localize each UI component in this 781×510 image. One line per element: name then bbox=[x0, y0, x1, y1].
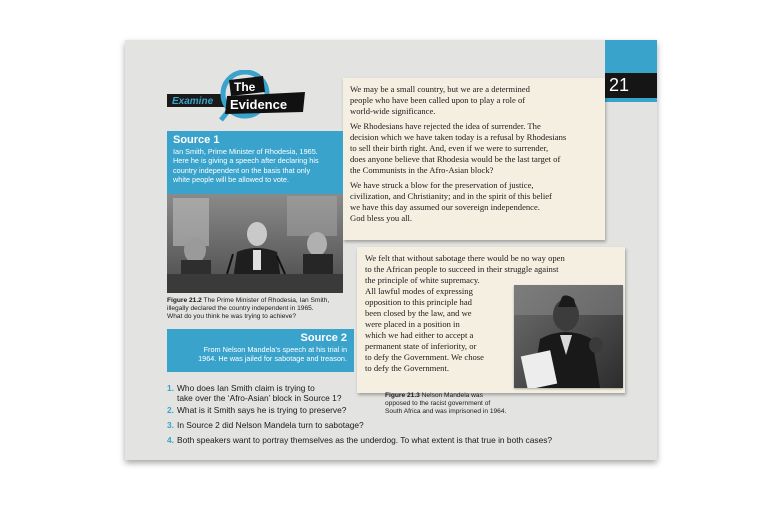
question-2 bbox=[167, 405, 346, 415]
figure-21-2-caption bbox=[167, 297, 349, 322]
question-4 bbox=[167, 435, 552, 445]
the-label: The bbox=[234, 80, 256, 94]
textbook-page bbox=[125, 40, 657, 460]
source-1-description bbox=[173, 147, 337, 184]
source-1-line: Ian Smith, Prime Minister of Rhodesia, 1965. bbox=[173, 147, 318, 156]
quote1-p2-line: does anyone believe that Rhodesia would be the last target of bbox=[350, 154, 561, 164]
quote2-line: permanent state of inferiority, or bbox=[365, 341, 477, 351]
quote2-line: to defy the Government. We chose bbox=[365, 352, 484, 362]
figure-21-3-line: Nelson Mandela was bbox=[421, 392, 483, 399]
question-1-text: Who does Ian Smith claim is trying to bbox=[177, 383, 315, 393]
quote2-line: to the African people to succeed in their struggle against bbox=[365, 264, 559, 274]
question-2-number: 2. bbox=[167, 405, 174, 415]
nelson-mandela-photo bbox=[514, 285, 623, 388]
question-3-text: In Source 2 did Nelson Mandela turn to sabotage? bbox=[177, 420, 364, 430]
source-2-description bbox=[174, 345, 347, 364]
figure-21-3-caption bbox=[385, 392, 535, 417]
question-3-number: 3. bbox=[167, 420, 174, 430]
quote1-p3-line: we have this day assumed our sovereign independence. bbox=[350, 202, 540, 212]
quote2-line: were placed in a position in bbox=[365, 319, 460, 329]
question-3 bbox=[167, 420, 364, 430]
quote1-p2-line: We Rhodesians have rejected the idea of surrender. The bbox=[350, 121, 541, 131]
source-2-line: 1964. He was jailed for sabotage and treason. bbox=[198, 354, 347, 364]
quote2-line: opposition to this principle had bbox=[365, 297, 472, 307]
figure-21-3-line: South Africa and was imprisoned in 1964. bbox=[385, 408, 507, 416]
quote1-p1-line: people who have been called upon to play a role of bbox=[350, 95, 526, 105]
smith-speech-quote bbox=[343, 78, 605, 240]
quote1-paragraph-1 bbox=[350, 84, 598, 117]
quote1-p2-line: to sell their birth right. And, even if we were to surrender, bbox=[350, 143, 549, 153]
quote2-line: All lawful modes of expressing bbox=[365, 286, 473, 296]
quote2-line: been closed by the law, and we bbox=[365, 308, 472, 318]
question-2-text: What is it Smith says he is trying to preserve? bbox=[177, 405, 347, 415]
source-1-line: country independent on the basis that only bbox=[173, 165, 311, 175]
quote1-p2-line: the Communists in the Afro-Asian block? bbox=[350, 165, 494, 175]
corner-accent-strip bbox=[605, 98, 657, 102]
question-1 bbox=[167, 383, 341, 404]
question-4-number: 4. bbox=[167, 435, 174, 445]
source-1-line: Here he is giving a speech after declaring his bbox=[173, 156, 319, 166]
quote1-paragraph-3 bbox=[350, 180, 598, 224]
ian-smith-press-photo bbox=[167, 194, 343, 293]
quote1-p2-line: decision which we have taken today is a refusal by Rhodesians bbox=[350, 132, 567, 142]
quote2-line: to defy the Government. bbox=[365, 363, 450, 373]
source-2-title: Source 2 bbox=[300, 332, 347, 344]
figure-21-3-label: Figure 21.3 bbox=[385, 392, 420, 399]
figure-21-2-line: What do you think he was trying to achieve? bbox=[167, 313, 297, 321]
evidence-label: Evidence bbox=[230, 97, 288, 112]
figure-21-3-line: opposed to the racist government of bbox=[385, 400, 491, 408]
quote2-line: We felt that without sabotage there would be no way open bbox=[365, 253, 565, 263]
source-1-box bbox=[167, 131, 343, 194]
question-1-number: 1. bbox=[167, 383, 174, 393]
examine-the-evidence-badge bbox=[167, 70, 307, 122]
examine-label: Examine bbox=[172, 96, 214, 107]
source-1-title: Source 1 bbox=[173, 134, 220, 146]
source-1-line: white people will be allowed to vote. bbox=[173, 174, 290, 184]
figure-21-2-label: Figure 21.2 bbox=[167, 297, 202, 304]
figure-21-2-line: illegally declared the country independent in 1965. bbox=[167, 305, 314, 313]
page-number: 21 bbox=[605, 73, 657, 98]
quote1-p3-line: God bless you all. bbox=[350, 213, 413, 223]
corner-accent-block bbox=[605, 40, 657, 73]
quote1-p1-line: world-wide significance. bbox=[350, 106, 436, 116]
source-2-box bbox=[167, 329, 354, 372]
quote1-p3-line: civilization, and Christianity; and in the spirit of this belief bbox=[350, 191, 552, 201]
quote2-line: which we had either to accept a bbox=[365, 330, 474, 340]
figure-21-2-line: The Prime Minister of Rhodesia, Ian Smith, bbox=[203, 297, 330, 304]
question-1-text: take over the ‘Afro-Asian’ block in Source 1? bbox=[177, 393, 342, 404]
question-4-text: Both speakers want to portray themselves as the underdog. To what extent is that true in both cases? bbox=[177, 435, 553, 445]
quote1-p1-line: We may be a small country, but we are a determined bbox=[350, 84, 530, 94]
quote1-p3-line: We have struck a blow for the preservation of justice, bbox=[350, 180, 534, 190]
source-2-line: From Nelson Mandela’s speech at his trial in bbox=[203, 345, 347, 354]
quote1-paragraph-2 bbox=[350, 121, 598, 176]
quote2-line: the principle of white supremacy. bbox=[365, 275, 480, 285]
